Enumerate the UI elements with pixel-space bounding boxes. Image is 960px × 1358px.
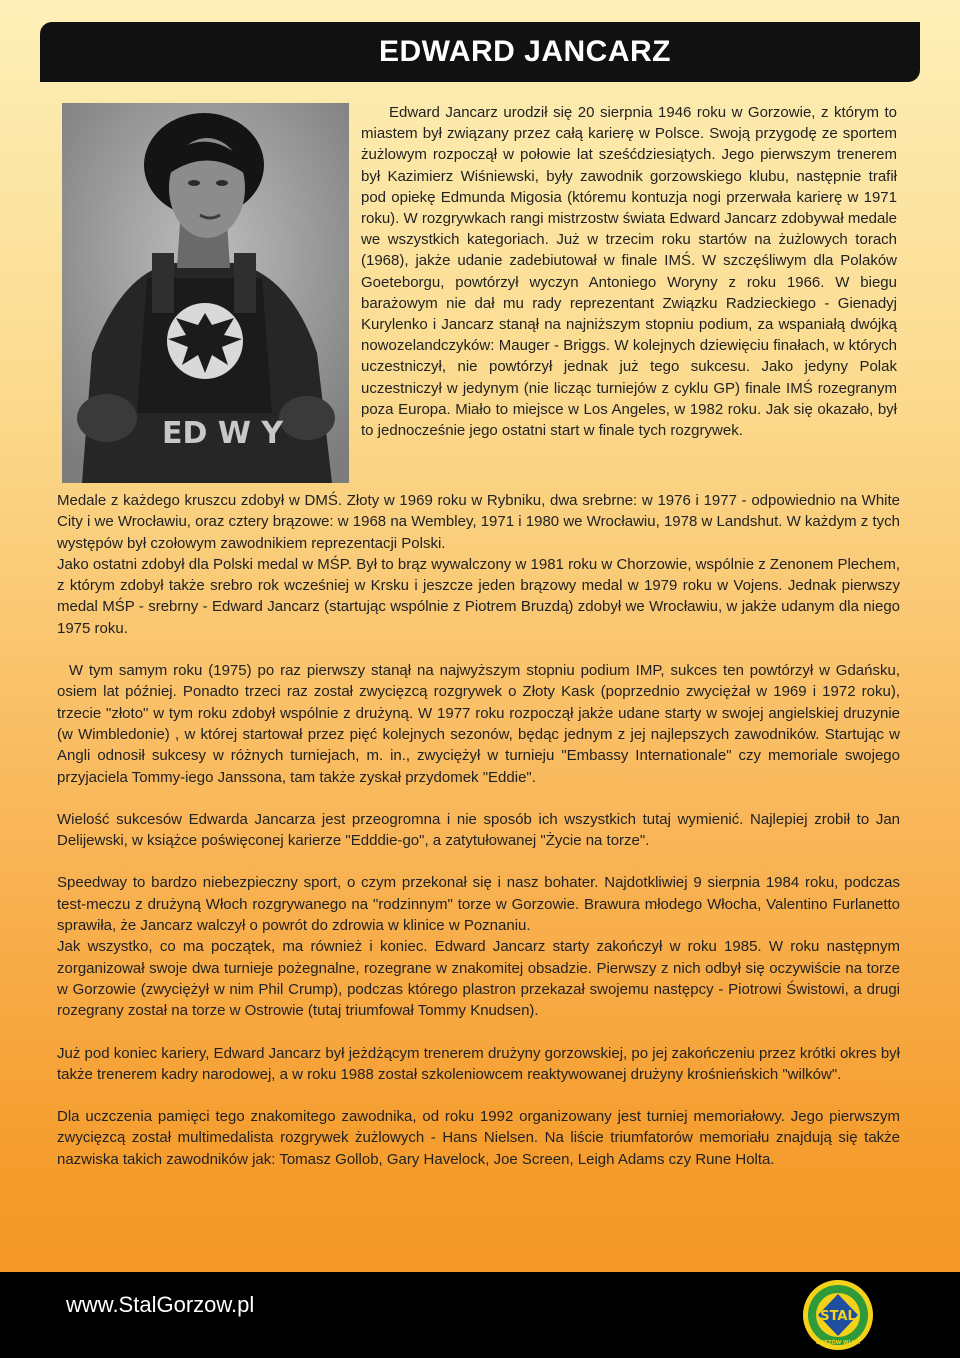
paragraph-medals-dms: Medale z każdego kruszcu zdobył w DMŚ. Złoty w 1969 roku w Rybniku, dwa srebrne: w 1976 i 1977 - odpowiednio na White City i we Wrocławiu, oraz cztery brązowe: w 1968 na Wembley, 1971 i 1980 we Wrocławiu, 1978 w Landshut. W każdym z tych występów był czołowym zawodnikiem reprezentacji Polski. [57,492,900,552]
intro-text: Edward Jancarz urodził się 20 sierpnia 1946 roku w Gorzowie, z którym to miastem był związany przez całą karierę w Polsce. Swoją przygodę ze sportem żużlowym rozpoczął w połowie lat sześćdziesiątych. Jego pierwszym trenerem był Kazimierz Wiśniewski, były zawodnik gorzowskiego klubu, następnie trafił pod opiekę Edmunda Migosia (któremu kontuzja nogi przerwała karierę w 1971 roku). W rozgrywkach rangi mistrzostw świata Edward Jancarz zdobywał medale we wszystkich kategoriach. Już w trzecim roku startów na żużlowych torach (1968), jakże udanie zadebiutował w finale IMŚ. W szczęśliwym dla Polaków Goeteborgu, powtórzył wyczyn Antoniego Woryny z roku 1966. W biegu barażowym nie dał mu rady reprezentant Związku Radzieckiego - Gienadyj Kurylenko i Jancarz stanął na najniższym stopniu podium, za wspaniałą dwójką nowozelandczyków: Mauger - Briggs. W kolejnych dziewięciu finałach, w których uczestniczył, nie powtórzył jednak już tego sukcesu. Jako jedyny Polak uczestniczył w jedynym (nie licząc turniejów z cyklu GP) finale IMŚ rozegranym poza Europa. Miało to miejsce w Los Angeles, w 1982 roku. Jak się okazało, był to jednocześnie jego ostatni start w finale tych rozgrywek. [361,104,898,440]
paragraph-coaching: Już pod koniec kariery, Edward Jancarz był jeżdżącym trenerem drużyny gorzowskiej, po jej zakończeniu przez krótki okres był także trenerem kadry narodowej, a w roku 1988 został szkoleniowcem reaktywowanej drużyny krośnieńskich "wilków". [57,1044,900,1083]
eagle-emblem-icon [167,303,243,379]
stal-gorzow-logo-icon [800,1272,876,1358]
paragraph-imp-1975: W tym samym roku (1975) po raz pierwszy stanął na najwyższym stopniu podium IMP, sukces ten powtórzył w Gdańsku, osiem lat później. Ponadto trzeci raz został zwycięzcą rozgrywek o Złoty Kask (poprzednio zwyciężał w 1969 i 1972 roku), trzecie "złoto" w tym roku zdobył wspólnie z drużyną. W 1977 roku rozpoczął jakże udane starty w swojej angielskiej druzynie (w Wimbledonie) , w której startował przez pięć kolejnych sezonów, będąc jednym z jej najlepszych zawodników. Startując w Angli odnosił sukcesy w różnych turniejach, m. in., zwyciężył w turnieju "Embassy Internationale" czy memoriale swojego przyjaciela Tommy-iego Janssona, tam także zyskał przydomek "Eddie". [57,662,905,786]
footer-bar [0,1272,960,1358]
logo-text: STAL [820,1309,856,1324]
page-title: EDWARD JANCARZ [379,35,671,68]
paragraph-memorial: Dla uczczenia pamięci tego znakomitego zawodnika, od roku 1992 organizowany jest turniej memoriałowy. Jego pierwszym zwycięzcą został multimedalista rozgrywek żużlowych - Hans Nielsen. Na liście triumfatorów memoriału znajdują się także nazwiska takich zawodników jak: Tomasz Gollob, Gary Havelock, Joe Screen, Leigh Adams czy Rune Holta. [57,1108,900,1168]
jersey-lettering: ED W Y [162,416,284,451]
website-link[interactable]: www.StalGorzow.pl [66,1292,255,1317]
portrait-illustration [62,103,349,483]
title-bar [40,22,920,82]
paragraph-injury: Speedway to bardzo niebezpieczny sport, o czym przekonał się i nasz bohater. Najdotkliwiej 9 sierpnia 1984 roku, podczas test-meczu z drużyną Włoch rozgrywanego na "rodzinnym" torze w Gorzowie. Brawura młodego Włocha, Valentino Furlanetto sprawiła, że Jancarz walczył o powrót do zdrowia w klinice w Poznaniu. [57,874,900,935]
portrait-photo [62,103,349,483]
article-body [57,490,905,1170]
paragraph-successes: Wielość sukcesów Edwarda Jancarza jest przeogromna i nie sposób ich wszystkich tutaj wymienić. Najlepiej zrobił to Jan Delijewski, w książce poświęconej karierze "Edddie-go", a zatytułowanej "Życie na torze". [57,810,900,850]
paragraph-retirement: Jak wszystko, co ma początek, ma również i koniec. Edward Jancarz starty zakończył w roku 1985. W roku następnym zorganizował swoje dwa turnieje pożegnalne, rozegrane w znakomitej obsadzie. Pierwszy z nich odbył się oczywiście na torze w Gorzowie (zwyciężył w nim Phil Crump), podczas którego plastron przekazał swojemu następcy - Piotrowi Świstowi, a drugi rozegrany został na torze w Ostrowie (tutaj triumfował Tommy Knudsen). [57,938,900,1020]
paragraph-medals-msp: Jako ostatni zdobył dla Polski medal w MŚP. Był to brąz wywalczony w 1981 roku w Chorzowie, wspólnie z Zenonem Plechem, z którym zdobył także srebro rok wcześniej w Krsku i jeszcze jeden brązowy medal w 1979 roku w Vojens. Jednak pierwszy medal MŚP - srebrny - Edward Jancarz (startując wspólnie z Piotrem Bruzdą) zdobył we Wrocławiu, w jakże udanym dla niego 1975 roku. [57,555,900,637]
logo-ring-text: GORZÓW WLKP. [815,1340,861,1346]
intro-paragraph [361,102,897,441]
